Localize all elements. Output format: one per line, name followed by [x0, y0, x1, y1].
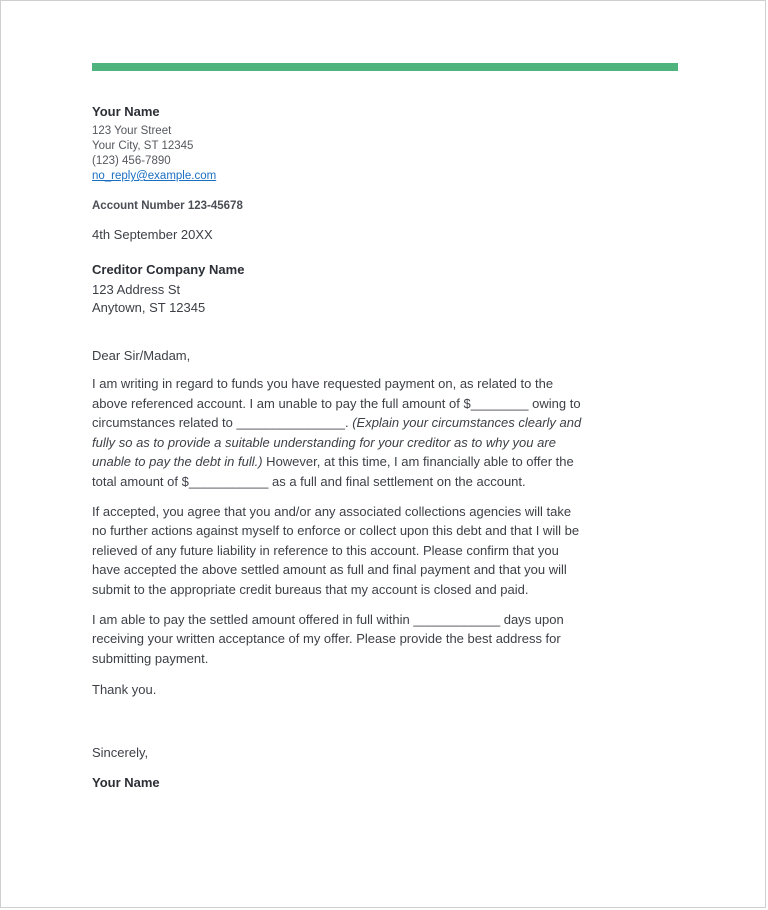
closing-name: Your Name — [92, 775, 160, 791]
sender-email-line — [92, 169, 582, 184]
sender-street: 123 Your Street — [92, 125, 172, 137]
closing-line: Sincerely, — [92, 745, 149, 761]
creditor-city: Anytown, ST 12345 — [92, 299, 206, 315]
sender-email-link[interactable]: no_reply@example.com — [92, 170, 217, 182]
letter-date: 4th September 20XX — [92, 227, 213, 242]
sender-block — [92, 103, 582, 184]
thanks-line: Thank you. — [92, 682, 157, 698]
paragraph-request-instruction: (Explain your circumstances clearly and fully so as to provide a suitable understanding for your creditor as to why you are unable to pay the debt in full.) — [92, 415, 582, 470]
creditor-name: Creditor Company Name — [92, 262, 245, 277]
paragraph-terms: If accepted, you agree that you and/or any associated collections agencies will take no further actions against myself to enforce or collect upon this debt and that I will be relieved of any future liability in reference to this account. Please confirm that you have accepted the above settled amount as full and final payment and that you will submit to the appropriate credit bureaus that my account is closed and paid. — [92, 503, 580, 597]
paragraph-payment: I am able to pay the settled amount offered in full within ____________ days upon receiving your written acceptance of my offer. Please provide the best address for submitting payment. — [92, 611, 564, 666]
salutation: Dear Sir/Madam, — [92, 348, 191, 363]
sender-city: Your City, ST 12345 — [92, 140, 194, 152]
account-number: Account Number 123-45678 — [92, 200, 243, 212]
creditor-block — [92, 261, 582, 316]
sender-name: Your Name — [92, 104, 160, 119]
paragraph-request-text-c: However, at this time, I am financially able to offer the total amount of $___________ as a full and final settlement on the account. — [92, 454, 574, 489]
creditor-street: 123 Address St — [92, 282, 181, 297]
sender-phone: (123) 456-7890 — [92, 155, 171, 167]
paragraph-request-text-a: I am writing in regard to funds you have requested payment on, as related to the above referenced account. I am unable to pay the full amount of $________ owing to circumstances related to _______________. — [92, 376, 581, 431]
header-accent-bar — [92, 63, 678, 71]
paragraph-request — [92, 374, 582, 492]
letter-content — [92, 103, 582, 792]
